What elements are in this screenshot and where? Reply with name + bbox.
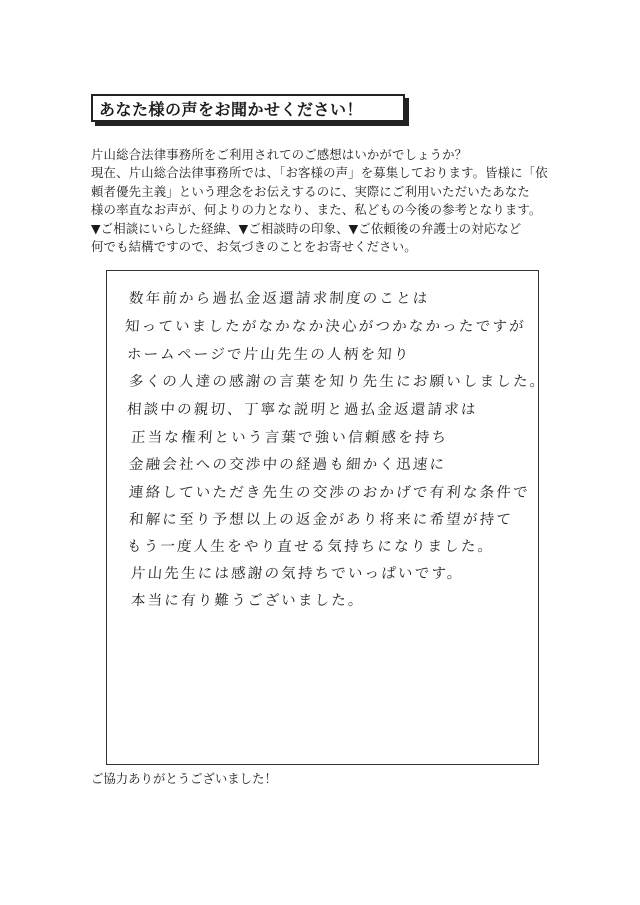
- handwritten-line: もう一度人生をやり直せる気持ちになりました。: [126, 539, 495, 555]
- intro-line: ▼ご相談にいらした経緯、▼ご相談時の印象、▼ご依頼後の弁護士の対応など: [91, 220, 522, 236]
- closing-message: ご協力ありがとうございました！: [91, 771, 277, 786]
- page-title-box: [91, 94, 405, 122]
- handwritten-line: 和解に至り予想以上の返金があり将来に希望が持て: [128, 512, 514, 528]
- handwritten-line: 相談中の親切、丁寧な説明と過払金返還請求は: [126, 402, 479, 418]
- handwritten-line: 連絡していただき先生の交渉のおかげで有利な条件で: [128, 485, 531, 501]
- handwritten-line: 正当な権利という言葉で強い信頼感を持ち: [130, 430, 449, 446]
- handwritten-line: 数年前から過払金返還請求制度のことは: [128, 291, 431, 307]
- intro-line: 様の率直なお声が、何よりの力となり、また、私どもの今後の参考となります。: [91, 202, 542, 218]
- handwritten-line: 金融会社への交渉中の経過も細かく迅速に: [128, 457, 447, 473]
- intro-line: 頼者優先主義」という理念をお伝えするのに、実際にご利用いただいたあなた: [91, 183, 530, 199]
- handwritten-line: 本当に有り難うございました。: [130, 593, 366, 609]
- intro-line: 現在、片山総合法律事務所では、「お客様の声」を募集しております。皆様に「依: [91, 165, 548, 181]
- page-title: あなた様の声をお聞かせください！: [99, 99, 364, 119]
- intro-line: 何でも結構ですので、お気づきのことをお寄せください。: [91, 239, 417, 255]
- handwritten-line: ホームページで片山先生の人柄を知り: [126, 347, 412, 363]
- handwritten-line: 多くの人達の感謝の言葉を知り先生にお願いしました。: [128, 374, 547, 390]
- intro-paragraph: [91, 146, 561, 256]
- intro-line: 片山総合法律事務所をご利用されてのご感想はいかがでしょうか？: [91, 147, 468, 162]
- handwritten-comment-box: [106, 270, 547, 765]
- handwritten-line: 知っていましたがなかなか決心がつかなかったですが: [124, 319, 527, 335]
- handwritten-line: 片山先生には感謝の気持ちでいっぱいです。: [130, 566, 465, 582]
